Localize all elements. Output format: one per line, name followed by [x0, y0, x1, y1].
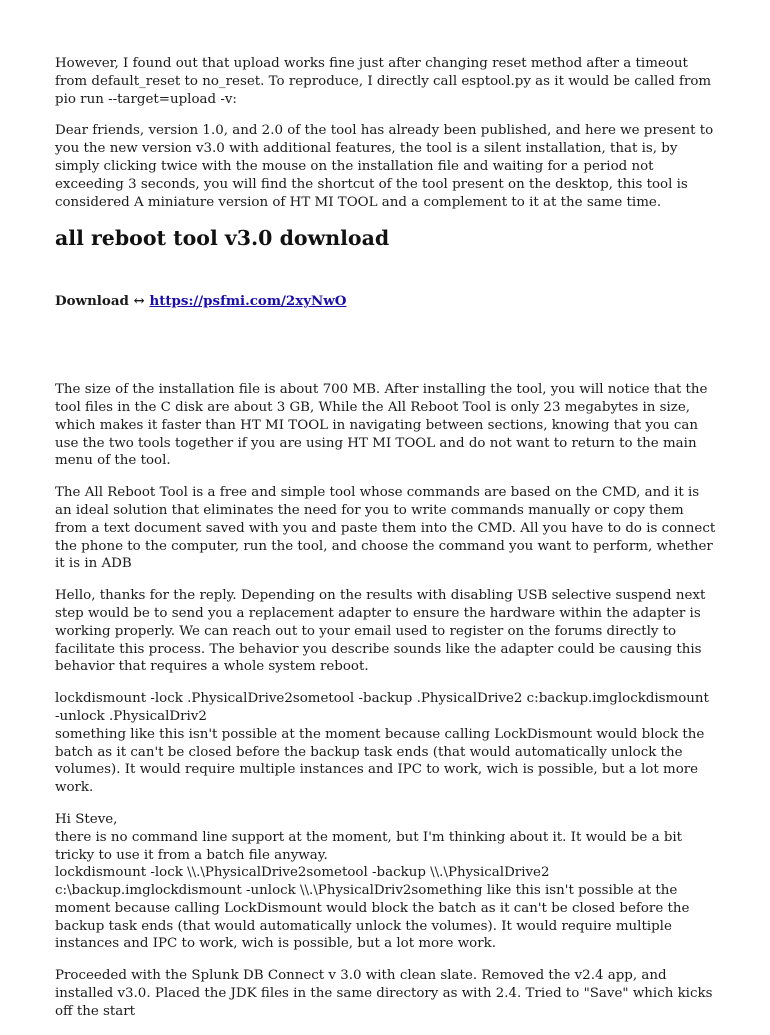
steve-line-2: lockdismount -lock \\.\PhysicalDrive2sometool -backup \\.\PhysicalDrive2 c:\backup.imglockdismount -unlock \\.\PhysicalDriv2something like this isn't possible at the moment because calling LockDismount would block the batch as it can't be closed before the backup task ends (that would automatically unlock the volumes). It would require multiple instances and IPC to work, wich is possible, but a lot more work.	[55, 865, 690, 952]
paragraph-tool-intro: Dear friends, version 1.0, and 2.0 of the tool has already been published, and here we present to you the new version v3.0 with additional features, the tool is a silent installation, that is, by simply clicking twice with the mouse on the installation file and waiting for a period not exceeding 3 seconds, you will find the shortcut of the tool present on the desktop, this tool is considered A miniature version of HT MI TOOL and a complement to it at the same time.	[55, 123, 714, 210]
paragraph-support-reply: Hello, thanks for the reply. Depending on the results with disabling USB selective suspend next step would be to send you a replacement adapter to ensure the hardware within the adapter is working properly. We can reach out to your email used to register on the forums directly to facilitate this process. The behavior you describe sounds like the adapter could be causing this behavior that requires a whole system reboot.	[55, 588, 706, 675]
paragraph-hi-steve	[55, 811, 717, 953]
paragraph-upload-reset: However, I found out that upload works fine just after changing reset method after a timeout from default_reset to no_reset. To reproduce, I directly call esptool.py as it would be called from pio run --target=upload -v:	[55, 56, 712, 107]
download-link[interactable]: https://psfmi.com/2xyNwO	[149, 293, 347, 310]
document-page	[55, 55, 717, 1035]
spacer	[55, 311, 717, 381]
paragraph-free-tool: The All Reboot Tool is a free and simple tool whose commands are based on the CMD, and it is an ideal solution that eliminates the need for you to write commands manually or copy them from a text document saved with you and paste them into the CMD. All you have to do is connect the phone to the computer, run the tool, and choose the command you want to perform, whether it is in ADB	[55, 485, 716, 572]
paragraph-lockdismount	[55, 690, 717, 797]
download-line	[55, 293, 717, 311]
download-label: Download	[55, 293, 129, 310]
steve-greeting: Hi Steve,	[55, 811, 118, 827]
lockdismount-command: lockdismount -lock .PhysicalDrive2sometool -backup .PhysicalDrive2 c:backup.imglockdismount -unlock .PhysicalDriv2	[55, 691, 709, 724]
steve-line-1: there is no command line support at the moment, but I'm thinking about it. It would be a bit tricky to use it from a batch file anyway.	[55, 829, 683, 863]
page-heading: all reboot tool v3.0 download	[55, 226, 390, 251]
download-arrow-icon: ↔	[133, 293, 145, 310]
paragraph-install-size: The size of the installation file is about 700 MB. After installing the tool, you will notice that the tool files in the C disk are about 3 GB, While the All Reboot Tool is only 23 megabytes in size, which makes it faster than HT MI TOOL in navigating between sections, knowing that you can use the two tools together if you are using HT MI TOOL and do not want to return to the main menu of the tool.	[55, 382, 708, 469]
paragraph-splunk: Proceeded with the Splunk DB Connect v 3.0 with clean slate. Removed the v2.4 app, and installed v3.0. Placed the JDK files in the same directory as with 2.4. Tried to "Save" which kicks off the start	[55, 968, 713, 1019]
lockdismount-explanation: something like this isn't possible at the moment because calling LockDismount would block the batch as it can't be closed before the backup task ends (that would automatically unlock the volumes). It would require multiple instances and IPC to work, wich is possible, but a lot more work.	[55, 726, 705, 796]
